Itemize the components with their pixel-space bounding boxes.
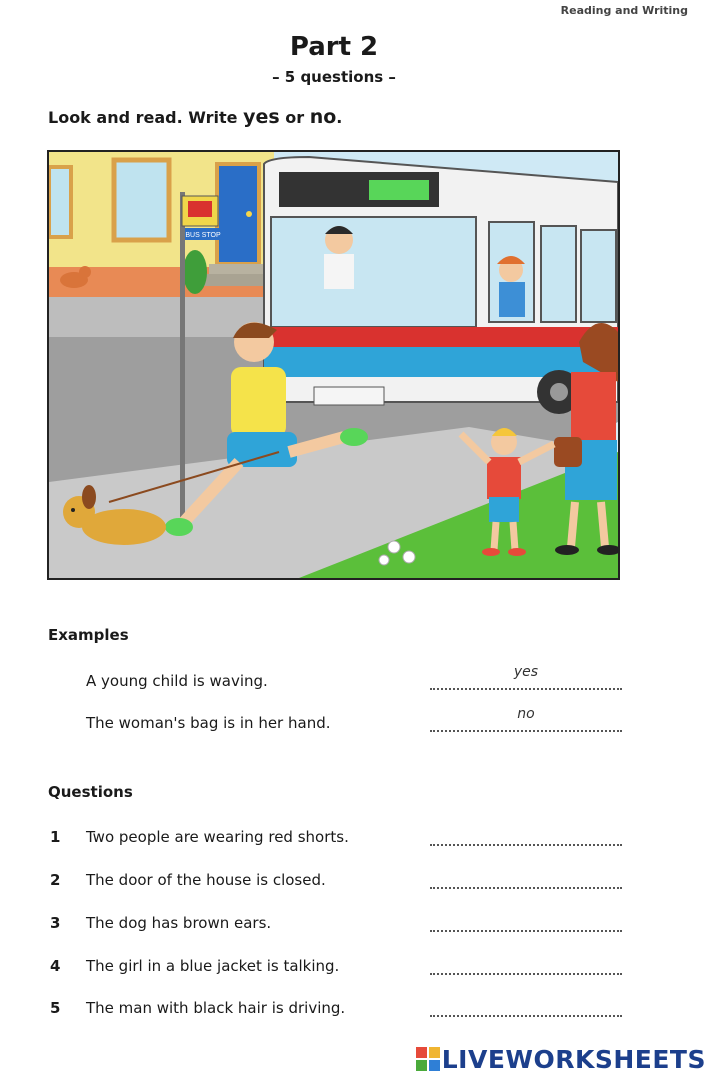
question-row bbox=[48, 869, 624, 893]
example-row bbox=[48, 706, 624, 736]
answer-input[interactable] bbox=[430, 1015, 622, 1017]
questions-heading: Questions bbox=[48, 783, 133, 801]
section-label: Reading and Writing bbox=[560, 4, 688, 17]
woman-bag bbox=[554, 437, 582, 467]
scene-illustration bbox=[47, 150, 620, 580]
question-row bbox=[48, 912, 624, 936]
instruction-end: . bbox=[336, 108, 343, 127]
part-subtitle: – 5 questions – bbox=[272, 68, 396, 86]
liveworksheets-logo bbox=[416, 1045, 706, 1074]
instruction-or: or bbox=[279, 108, 310, 127]
question-number: 3 bbox=[50, 914, 61, 932]
house-door bbox=[217, 164, 259, 264]
example-row bbox=[48, 664, 624, 694]
bus bbox=[264, 157, 618, 414]
flowers bbox=[388, 541, 400, 553]
answer-input[interactable] bbox=[430, 844, 622, 846]
instruction-no: no bbox=[309, 106, 337, 128]
question-text: The man with black hair is driving. bbox=[86, 999, 346, 1017]
bus-stop-text: BUS STOP bbox=[185, 232, 221, 239]
answer-input[interactable] bbox=[430, 930, 622, 932]
brand-text: LIVEWORKSHEETS bbox=[441, 1045, 706, 1074]
question-number: 1 bbox=[50, 828, 61, 846]
example-text: A young child is waving. bbox=[86, 672, 268, 690]
instruction bbox=[48, 106, 342, 128]
example-answer: no bbox=[517, 706, 535, 722]
question-row bbox=[48, 997, 624, 1021]
answer-line bbox=[430, 730, 622, 732]
question-text: The door of the house is closed. bbox=[86, 871, 326, 889]
question-text: Two people are wearing red shorts. bbox=[86, 828, 349, 846]
question-number: 4 bbox=[50, 957, 61, 975]
liveworksheets-icon bbox=[416, 1047, 440, 1071]
examples-heading: Examples bbox=[48, 626, 129, 644]
house-window bbox=[114, 160, 169, 240]
instruction-yes: yes bbox=[243, 106, 280, 128]
answer-input[interactable] bbox=[430, 973, 622, 975]
answer-input[interactable] bbox=[430, 887, 622, 889]
example-text: The woman's bag is in her hand. bbox=[86, 714, 331, 732]
example-answer: yes bbox=[513, 664, 539, 680]
question-number: 5 bbox=[50, 999, 61, 1017]
question-text: The dog has brown ears. bbox=[86, 914, 272, 932]
question-row bbox=[48, 955, 624, 979]
question-text: The girl in a blue jacket is talking. bbox=[86, 957, 340, 975]
answer-line bbox=[430, 688, 622, 690]
question-row bbox=[48, 826, 624, 850]
part-title: Part 2 bbox=[289, 32, 379, 62]
question-number: 2 bbox=[50, 871, 61, 889]
instruction-lead: Look and read. Write bbox=[48, 108, 244, 127]
